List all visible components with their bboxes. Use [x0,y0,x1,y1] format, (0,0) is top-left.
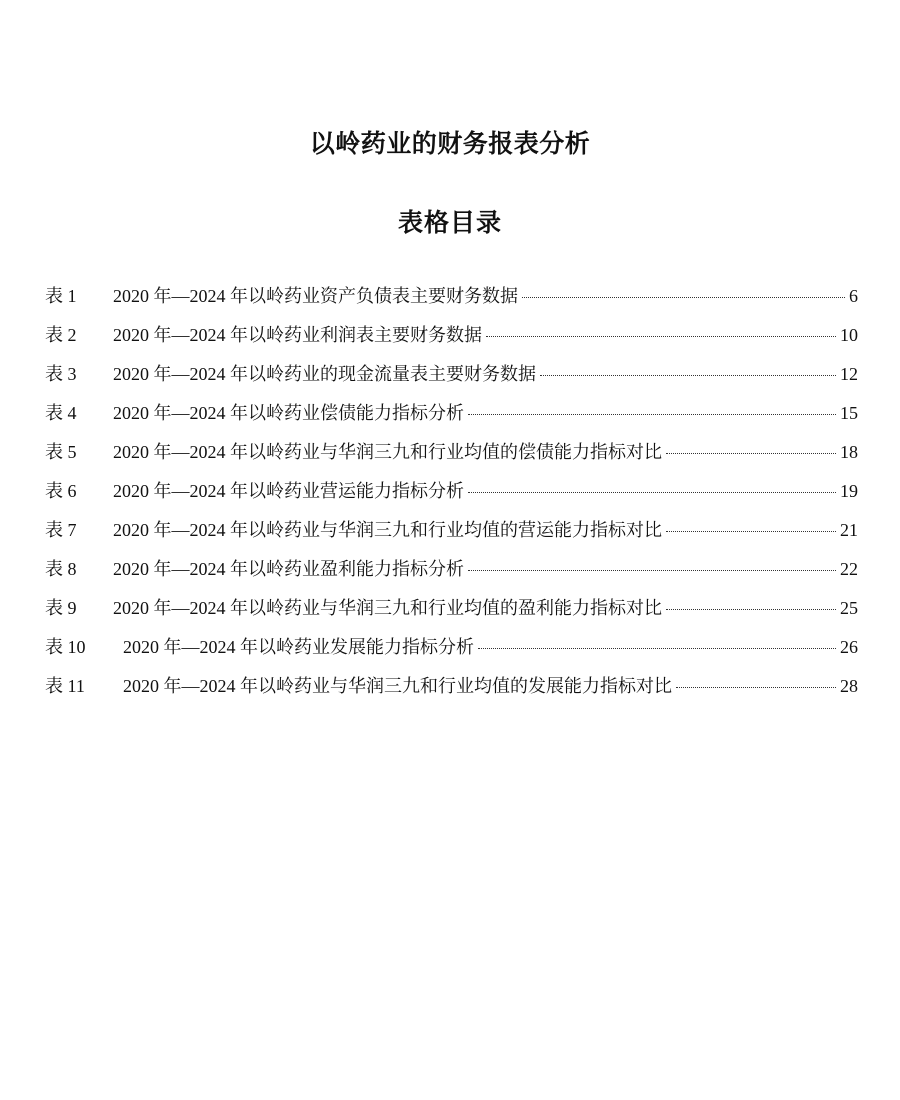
toc-entry[interactable] [45,477,858,516]
dot-leader [468,414,836,415]
toc-text: 2020 年—2024 年以岭药业资产负债表主要财务数据 [113,286,518,306]
dot-leader [666,531,836,532]
toc-label: 表 4 [45,403,77,423]
toc-entry[interactable] [45,321,858,360]
document-title: 以岭药业的财务报表分析 [309,131,591,158]
toc-page-number: 26 [840,637,858,657]
toc-page-number: 19 [840,481,858,501]
toc-label: 表 11 [45,676,85,696]
toc-entry[interactable] [45,594,858,633]
toc-label: 表 5 [45,442,77,462]
toc-text: 2020 年—2024 年以岭药业的现金流量表主要财务数据 [113,364,536,384]
toc-text: 2020 年—2024 年以岭药业营运能力指标分析 [113,481,464,501]
toc-label: 表 1 [45,286,77,306]
toc-entry[interactable] [45,633,858,672]
toc-label: 表 10 [45,637,86,657]
toc-entry[interactable] [45,399,858,438]
toc-text: 2020 年—2024 年以岭药业发展能力指标分析 [123,637,474,657]
dot-leader [468,492,836,493]
dot-leader [676,687,836,688]
dot-leader [666,609,836,610]
toc-text: 2020 年—2024 年以岭药业偿债能力指标分析 [113,403,464,423]
toc-page-number: 21 [840,520,858,540]
toc-text: 2020 年—2024 年以岭药业与华润三九和行业均值的盈利能力指标对比 [113,598,662,618]
toc-text: 2020 年—2024 年以岭药业与华润三九和行业均值的营运能力指标对比 [113,520,662,540]
toc-label: 表 7 [45,520,77,540]
toc-text: 2020 年—2024 年以岭药业盈利能力指标分析 [113,559,464,579]
toc-page-number: 6 [849,286,858,306]
toc-entry[interactable] [45,516,858,555]
dot-leader [540,375,836,376]
toc-entry[interactable] [45,438,858,477]
toc-text: 2020 年—2024 年以岭药业与华润三九和行业均值的发展能力指标对比 [123,676,672,696]
toc-label: 表 8 [45,559,77,579]
toc-page-number: 28 [840,676,858,696]
toc-page-number: 25 [840,598,858,618]
toc-page-number: 22 [840,559,858,579]
toc-entry[interactable] [45,282,858,321]
toc-label: 表 2 [45,325,77,345]
dot-leader [522,297,845,298]
dot-leader [468,570,836,571]
toc-label: 表 3 [45,364,77,384]
table-list [45,282,858,711]
toc-page-number: 12 [840,364,858,384]
toc-page-number: 18 [840,442,858,462]
toc-page-number: 15 [840,403,858,423]
toc-entry[interactable] [45,360,858,399]
table-of-contents-heading: 表格目录 [397,210,502,237]
toc-label: 表 6 [45,481,77,501]
dot-leader [478,648,836,649]
toc-entry[interactable] [45,555,858,594]
dot-leader [666,453,836,454]
dot-leader [486,336,836,337]
toc-entry[interactable] [45,672,858,711]
toc-text: 2020 年—2024 年以岭药业与华润三九和行业均值的偿债能力指标对比 [113,442,662,462]
toc-page-number: 10 [840,325,858,345]
toc-text: 2020 年—2024 年以岭药业利润表主要财务数据 [113,325,482,345]
toc-label: 表 9 [45,598,77,618]
